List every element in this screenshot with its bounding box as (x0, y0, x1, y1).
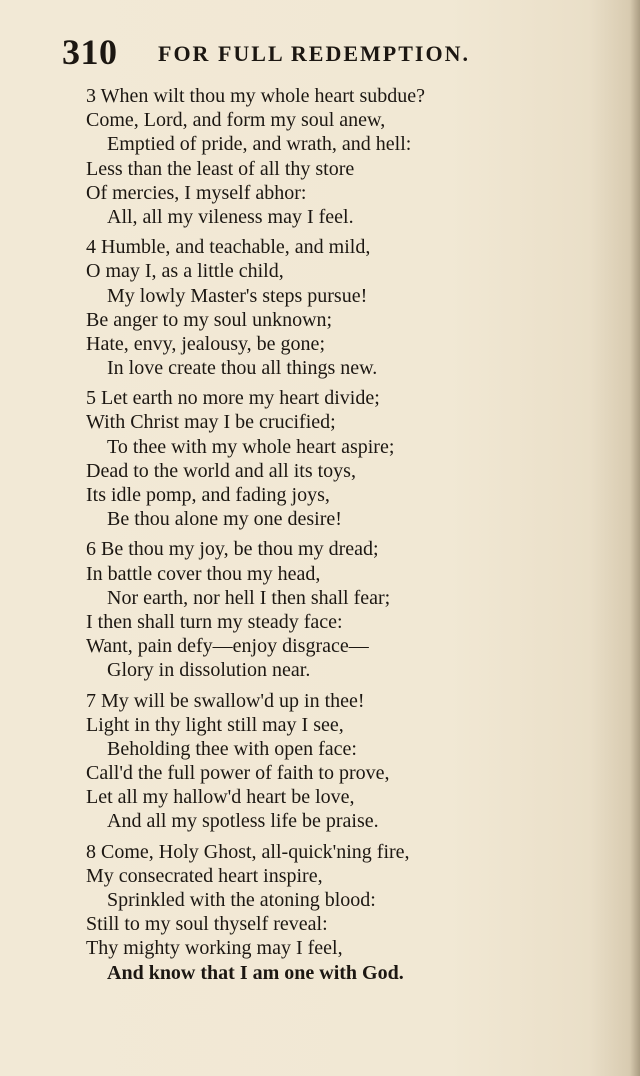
stanza-4 (86, 235, 586, 380)
verse-line: My consecrated heart inspire, (86, 864, 323, 887)
verse-line: Of mercies, I myself abhor: (86, 181, 307, 204)
verse-line: I then shall turn my steady face: (86, 610, 343, 633)
verse-line: Nor earth, nor hell I then shall fear; (107, 586, 391, 609)
verse-line: With Christ may I be crucified; (86, 411, 336, 434)
verse-line: Light in thy light still may I see, (86, 713, 344, 736)
verse-line: Hate, envy, jealousy, be gone; (86, 332, 325, 355)
running-title: FOR FULL REDEMPTION. (158, 41, 470, 66)
verse-line: Be anger to my soul unknown; (86, 308, 333, 331)
page-header (62, 30, 602, 74)
verse-line: Come, Lord, and form my soul anew, (86, 109, 386, 132)
verse-line: Less than the least of all thy store (86, 157, 355, 180)
verse-line: And know that I am one with God. (107, 961, 404, 984)
verse-line: Still to my soul thyself reveal: (86, 913, 328, 936)
verse-line: Thy mighty working may I feel, (86, 937, 343, 960)
verse-line: O may I, as a little child, (86, 260, 284, 283)
page-number: 310 (62, 32, 118, 72)
stanza-3 (86, 84, 586, 229)
stanza-6 (86, 537, 586, 682)
stanza-8 (86, 840, 586, 985)
verse-line: In battle cover thou my head, (86, 562, 321, 585)
verse-line: And all my spotless life be praise. (107, 810, 379, 833)
verse-line: Glory in dissolution near. (107, 659, 311, 682)
verse-line: All, all my vileness may I feel. (107, 205, 354, 228)
verse-line: Be thou alone my one desire! (107, 508, 342, 531)
verse-line: Let all my hallow'd heart be love, (86, 786, 355, 809)
verse-line: 7 My will be swallow'd up in thee! (86, 689, 365, 712)
verse-line: Beholding thee with open face: (107, 737, 357, 760)
verse-line: In love create thou all things new. (107, 357, 378, 380)
verse-line: 3 When wilt thou my whole heart subdue? (86, 85, 426, 107)
verse-line: 4 Humble, and teachable, and mild, (86, 236, 371, 259)
verse-line: Want, pain defy—enjoy disgrace— (86, 635, 369, 658)
verse-line: 6 Be thou my joy, be thou my dread; (86, 538, 379, 561)
verse-line: 8 Come, Holy Ghost, all-quick'ning fire, (86, 840, 410, 863)
page-edge-shadow (630, 0, 640, 1076)
verse-line: 5 Let earth no more my heart divide; (86, 387, 380, 410)
verse-line: Call'd the full power of faith to prove, (86, 762, 390, 785)
hymn-text (86, 84, 586, 991)
stanza-7 (86, 689, 586, 834)
verse-line: Emptied of pride, and wrath, and hell: (107, 133, 412, 156)
stanza-5 (86, 386, 586, 531)
verse-line: My lowly Master's steps pursue! (107, 284, 368, 307)
verse-line: To thee with my whole heart aspire; (107, 435, 395, 458)
verse-line: Sprinkled with the atoning blood: (107, 889, 376, 911)
verse-line: Dead to the world and all its toys, (86, 459, 356, 482)
verse-line: Its idle pomp, and fading joys, (86, 484, 330, 506)
